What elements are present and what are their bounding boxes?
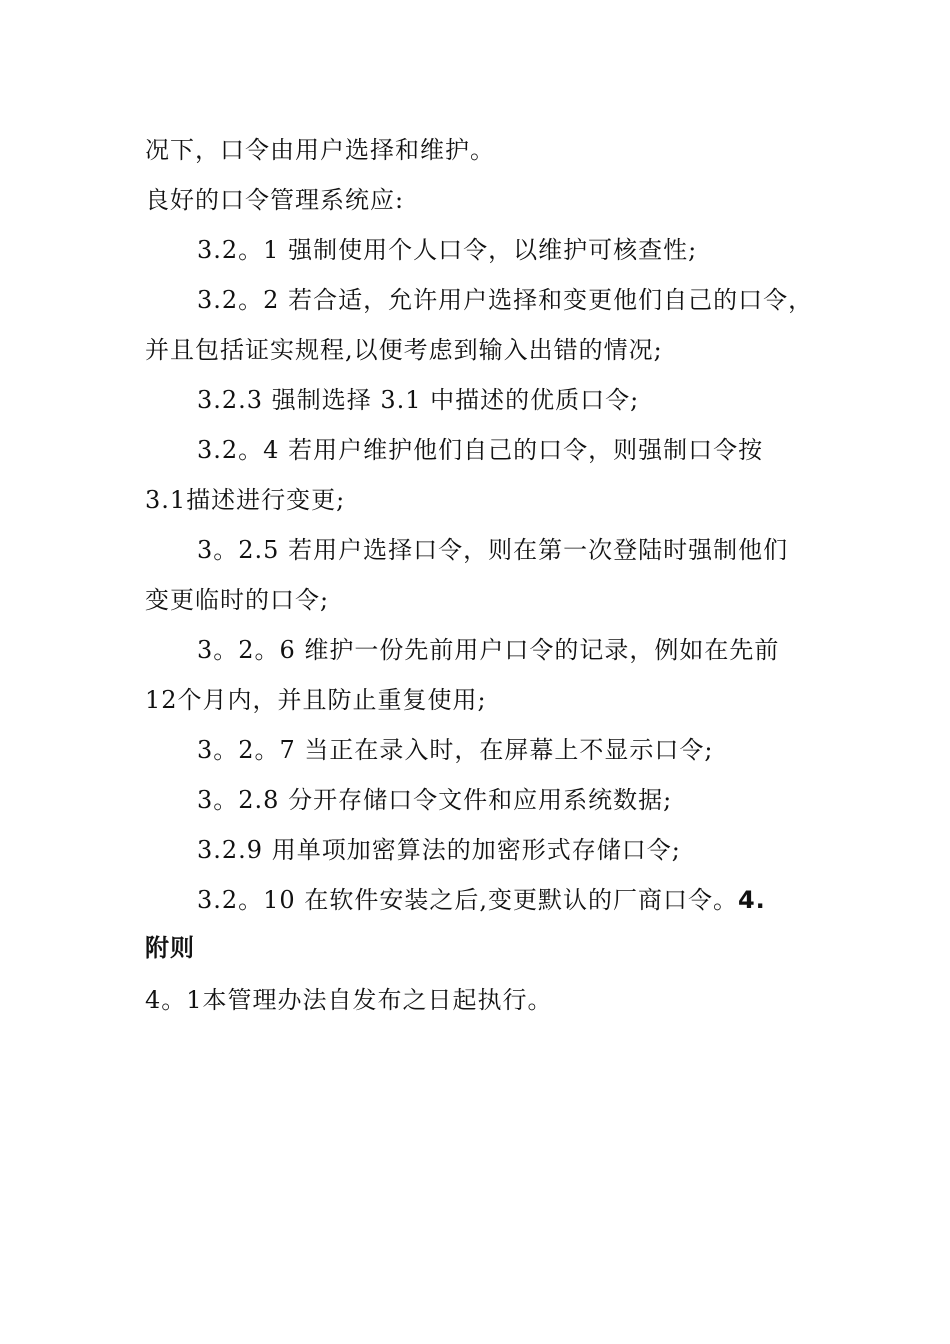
clause-3-2-9: 3.2.9 用单项加密算法的加密形式存储口令; bbox=[197, 836, 681, 864]
clause-3-2-5-continuation: 变更临时的口令; bbox=[145, 586, 330, 614]
clause-3-2-5: 3。2.5 若用户选择口令，则在第一次登陆时强制他们 bbox=[197, 536, 789, 564]
clause-3-2-1: 3.2。1 强制使用个人口令，以维护可核查性; bbox=[197, 236, 698, 264]
clause-3-2-10 bbox=[197, 885, 766, 915]
clause-3-2-8: 3。2.8 分开存储口令文件和应用系统数据; bbox=[197, 786, 673, 814]
clause-3-2-3: 3.2.3 强制选择 3.1 中描述的优质口令; bbox=[197, 386, 640, 414]
clause-3-2-4-continuation: 3.1描述进行变更; bbox=[145, 486, 346, 514]
clause-3-2-2: 3.2。2 若合适，允许用户选择和变更他们自己的口令， bbox=[197, 286, 814, 314]
final-clause: 4。1本管理办法自发布之日起执行。 bbox=[145, 986, 553, 1014]
clause-3-2-2-continuation: 并且包括证实规程,以便考虑到输入出错的情况; bbox=[145, 336, 663, 364]
clause-3-2-7: 3。2。7 当正在录入时，在屏幕上不显示口令; bbox=[197, 736, 714, 764]
paragraph-line: 良好的口令管理系统应: bbox=[145, 186, 405, 214]
section-title: 附则 bbox=[145, 934, 195, 962]
clause-3-2-10-text: 3.2。10 在软件安装之后,变更默认的厂商口令。 bbox=[197, 886, 738, 914]
clause-3-2-6-continuation: 12个月内，并且防止重复使用; bbox=[145, 686, 487, 714]
section-number: 4. bbox=[737, 886, 766, 914]
clause-3-2-6: 3。2。6 维护一份先前用户口令的记录，例如在先前 bbox=[197, 636, 780, 664]
clause-3-2-4: 3.2。4 若用户维护他们自己的口令，则强制口令按 bbox=[197, 436, 764, 464]
paragraph-line: 况下，口令由用户选择和维护。 bbox=[145, 136, 495, 164]
